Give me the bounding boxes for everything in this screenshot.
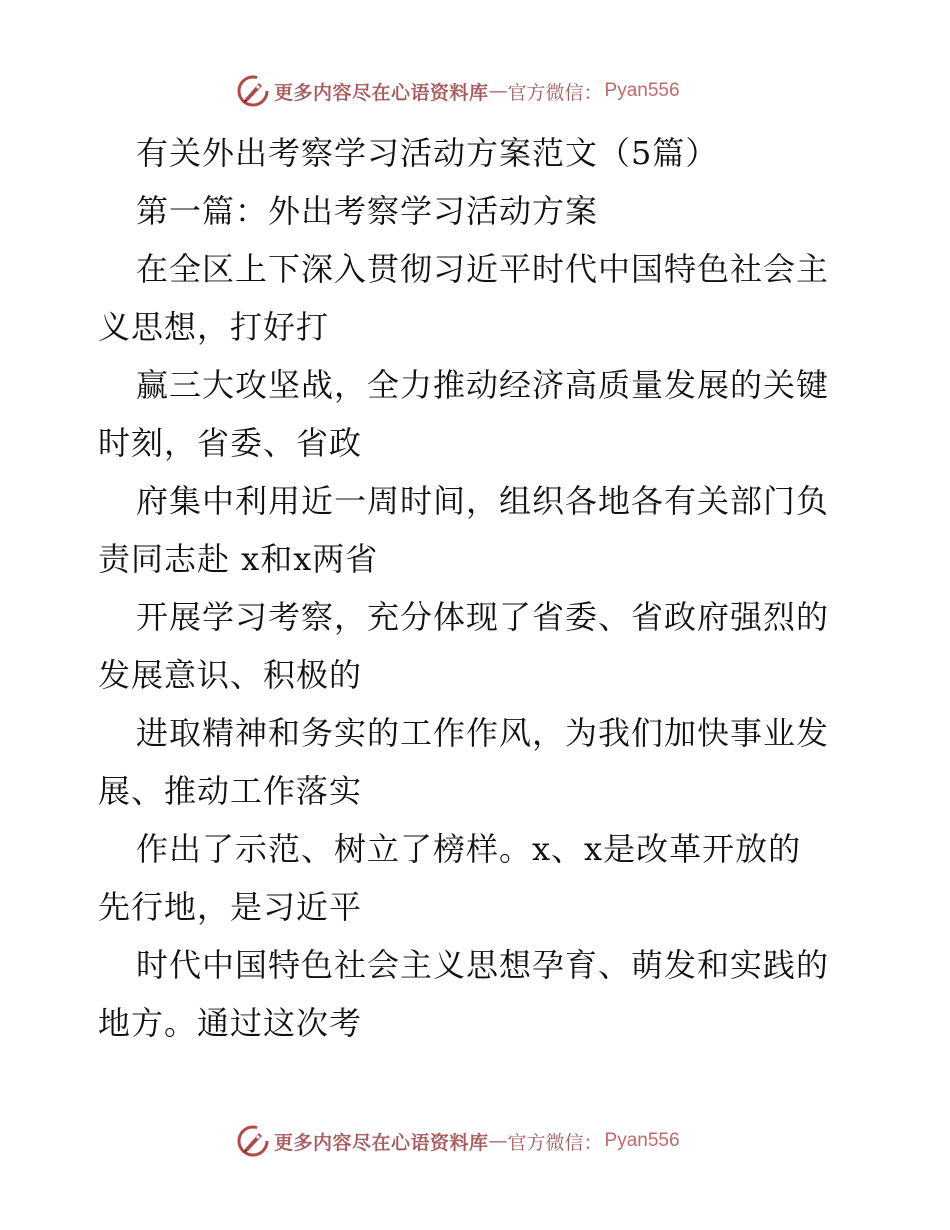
banner-separator: — [488, 1130, 508, 1152]
wechat-id: Pyan556 [604, 80, 680, 101]
paragraph-line: 展、推动工作落实 [98, 772, 363, 810]
paragraph-line: 作出了示范、树立了榜样。x、x是改革开放的 [136, 830, 802, 868]
paragraph-line: 在全区上下深入贯彻习近平时代中国特色社会主 [136, 250, 830, 288]
wechat-label: 官方微信： [507, 81, 603, 104]
paragraph-line: 责同志赴 x和x两省 [98, 540, 379, 578]
paragraph-line: 地方。通过这次考 [98, 1004, 363, 1042]
paragraph-line: 开展学习考察，充分体现了省委、省政府强烈的 [136, 598, 830, 636]
paragraph-line: 发展意识、积极的 [98, 656, 363, 694]
paragraph-line: 府集中利用近一周时间，组织各地各有关部门负 [136, 482, 830, 520]
document-body [98, 124, 858, 1052]
quill-pen-logo-icon [236, 74, 270, 108]
paragraph-line: 赢三大攻坚战，全力推动经济高质量发展的关键 [136, 366, 830, 404]
footer-watermark-banner [236, 1124, 680, 1158]
paragraph-line: 时代中国特色社会主义思想孕育、萌发和实践的 [136, 946, 830, 984]
quill-pen-logo-icon [236, 1124, 270, 1158]
document-title: 有关外出考察学习活动方案范文（5篇） [136, 134, 719, 172]
wechat-id: Pyan556 [604, 1130, 680, 1151]
paragraph-line: 时刻，省委、省政 [98, 424, 363, 462]
header-watermark-banner [236, 74, 680, 108]
section-heading: 第一篇：外出考察学习活动方案 [136, 192, 599, 230]
paragraph-line: 先行地，是习近平 [98, 888, 363, 926]
promo-text: 更多内容尽在心语资料库 [274, 1131, 489, 1154]
paragraph-line: 进取精神和务实的工作作风，为我们加快事业发 [136, 714, 830, 752]
paragraph-line: 义思想，打好打 [98, 308, 330, 346]
wechat-label: 官方微信： [507, 1131, 603, 1154]
banner-separator: — [488, 80, 508, 102]
promo-text: 更多内容尽在心语资料库 [274, 81, 489, 104]
